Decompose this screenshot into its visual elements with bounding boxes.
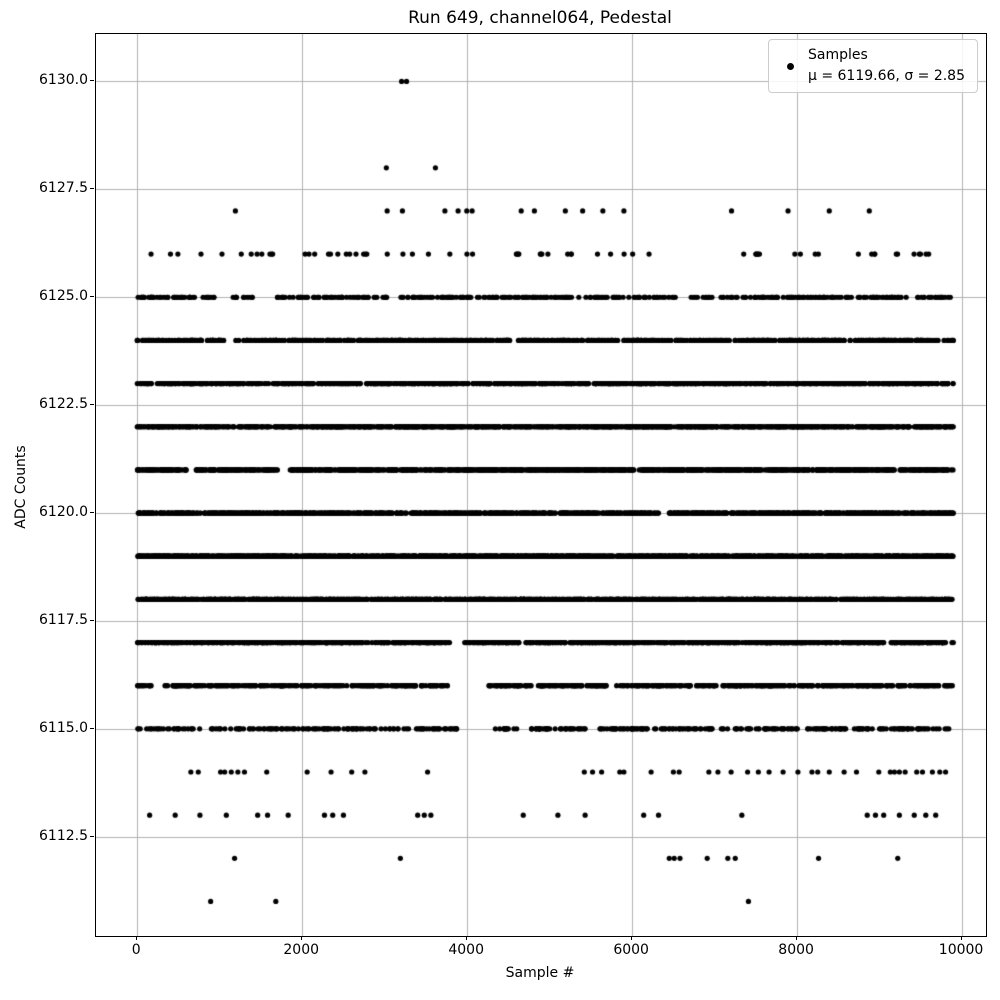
x-tick-mark <box>466 936 467 940</box>
x-tick-label: 4000 <box>448 942 484 958</box>
legend <box>768 39 978 93</box>
x-tick-mark <box>301 936 302 940</box>
y-tick-label: 6120.0 <box>39 504 88 521</box>
y-tick-label: 6115.0 <box>39 719 88 736</box>
plot-area <box>95 33 987 937</box>
legend-text-block <box>808 45 965 87</box>
y-tick-mark <box>90 80 94 81</box>
x-tick-label: 2000 <box>283 942 320 958</box>
y-tick-mark <box>90 620 94 621</box>
x-tick-mark <box>961 936 962 940</box>
y-tick-mark <box>90 836 94 837</box>
y-tick-mark <box>90 404 94 405</box>
y-tick-mark <box>90 296 94 297</box>
x-axis-label: Sample # <box>505 965 575 981</box>
y-tick-label: 6127.5 <box>39 180 88 197</box>
x-tick-label: 0 <box>131 942 141 958</box>
y-tick-mark <box>90 188 94 189</box>
scatter-canvas <box>96 34 986 936</box>
y-tick-label: 6112.5 <box>39 827 88 844</box>
y-tick-mark <box>90 512 94 513</box>
x-tick-mark <box>796 936 797 940</box>
y-tick-mark <box>90 728 94 729</box>
x-tick-label: 8000 <box>778 942 814 958</box>
legend-entry-stats: μ = 6119.66, σ = 2.85 <box>807 68 965 84</box>
y-tick-label: 6130.0 <box>39 72 88 89</box>
chart-title: Run 649, channel064, Pedestal <box>408 8 672 28</box>
y-axis-label: ADC Counts <box>13 445 29 529</box>
x-tick-mark <box>631 936 632 940</box>
legend-sample-marker-icon <box>787 63 794 70</box>
x-tick-mark <box>136 936 137 940</box>
y-tick-label: 6122.5 <box>39 396 88 413</box>
x-tick-label: 6000 <box>613 942 649 958</box>
y-tick-label: 6125.0 <box>39 288 88 305</box>
x-tick-label: 10000 <box>938 942 984 958</box>
y-tick-label: 6117.5 <box>39 611 88 628</box>
legend-entry-samples: Samples <box>807 47 868 63</box>
